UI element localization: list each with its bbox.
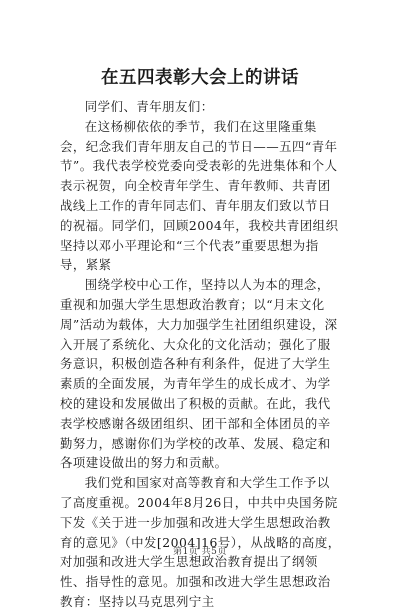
document-title: 在五四表彰大会上的讲话 (101, 68, 299, 88)
paragraph-policy: 我们党和国家对高等教育和大学生工作予以了高度重视。2004年8月26日，中共中央国务院下发《关于进一步加强和改进大学生思想政治教育的意见》（中发[2004]16号），从战略的高度，对加强和改进大学生思想政治教育提出了纲领性、指导性的意见。加强和改进大学生思想政治教育：坚持以马克思列宁主 (60, 475, 341, 609)
paragraph-opening: 在这杨柳依依的季节，我们在这里隆重集会，纪念我们青年朋友自己的节日——五四“青年节”。我代表学校党委向受表彰的先进集体和个人表示祝贺，向全校青年学生、青年教师、共青团战线上工作的青年同志们、青年朋友们致以节日的祝福。同学们，回顾2004年，我校共青团组织坚持以邓小平理论和“三个代表”重要思想为指导，紧紧 (60, 118, 339, 273)
paragraph-greeting: 同学们、青年朋友们： (84, 99, 214, 114)
paragraph-achievements: 围绕学校中心工作，坚持以人为本的理念，重视和加强大学生思想政治教育；以“月末文化周”活动为载体，大力加强学生社团组织建设，深入开展了系统化、大众化的文化活动；强化了服务意识，积极创造各种有利条件，促进了大学生素质的全面发展，为青年学生的成长成才、为学校的建设和发展做出了积极的贡献。在此，我代表学校感谢各级团组织、团干部和全体团员的辛勤努力，感谢你们为学校的改革、发展、稳定和各项建设做出的努力和贡献。 (60, 277, 338, 471)
page-number-footer: 第1页 共5页 (173, 547, 227, 557)
document-body (60, 97, 342, 612)
